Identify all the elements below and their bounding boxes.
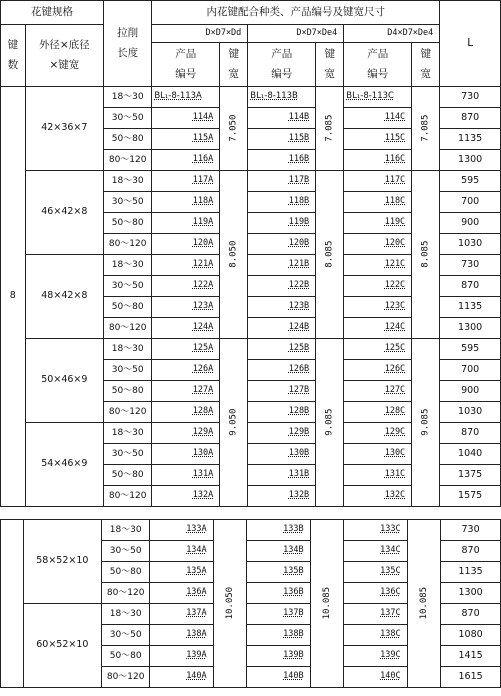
- key-width-value: 10.050: [224, 586, 235, 620]
- product-code: BL₁-8-113B: [250, 91, 298, 102]
- key-count-empty: [1, 520, 24, 688]
- key-count-value: 8: [1, 87, 26, 507]
- range-cell: 50～80: [104, 213, 152, 234]
- product-code-a: [150, 520, 213, 541]
- header-inner-fit: 内花键配合种类、产品编号及键宽尺寸: [152, 1, 440, 25]
- product-code-a: [152, 339, 220, 360]
- product-code: 131C: [384, 469, 406, 480]
- header-broach-length: 拉削 长度: [104, 1, 152, 87]
- key-width-a: [220, 87, 248, 171]
- spec-cell: 54×46×9: [25, 423, 103, 507]
- product-code-c: [344, 108, 412, 129]
- product-code: 139B: [283, 650, 304, 661]
- product-code-c: [344, 486, 412, 507]
- product-code-a: [152, 276, 220, 297]
- product-code-a: [152, 129, 220, 150]
- L-cell: 1030: [440, 402, 501, 423]
- product-code-b: [248, 129, 316, 150]
- range-cell: 30～50: [104, 276, 152, 297]
- product-code: 137C: [380, 608, 401, 619]
- L-cell: 730: [440, 255, 501, 276]
- product-code-b: [248, 213, 316, 234]
- L-cell: 1300: [440, 318, 501, 339]
- product-code-b: [247, 583, 310, 604]
- product-code: 136B: [283, 587, 304, 598]
- product-code-c: [344, 604, 407, 625]
- range-cell: 18～30: [102, 604, 150, 625]
- range-cell: 18～30: [102, 520, 150, 541]
- product-code-c: [344, 339, 412, 360]
- product-code: 130B: [288, 448, 310, 459]
- product-code-a: [152, 255, 220, 276]
- product-code: 120B: [288, 238, 310, 249]
- range-cell: 50～80: [104, 129, 152, 150]
- product-code-b: [248, 360, 316, 381]
- product-code-a: [152, 486, 220, 507]
- table-row: [1, 520, 501, 541]
- product-code-c: [344, 129, 412, 150]
- spec-cell: 42×36×7: [25, 87, 103, 171]
- product-code: 127A: [192, 385, 214, 396]
- key-width-value: 7.085: [420, 114, 431, 142]
- product-code: 121A: [192, 259, 214, 270]
- product-code: 128C: [384, 406, 406, 417]
- product-code: 114A: [192, 112, 214, 123]
- product-code-c: [344, 213, 412, 234]
- product-code-b: [248, 402, 316, 423]
- product-code: 125A: [192, 343, 214, 354]
- spec-cell: 46×42×8: [25, 171, 103, 255]
- product-code: 129A: [192, 427, 214, 438]
- product-code: 130C: [384, 448, 406, 459]
- product-code: 129B: [288, 427, 310, 438]
- L-cell: 1575: [440, 486, 501, 507]
- product-code-c: [344, 444, 412, 465]
- product-code: 114C: [384, 112, 406, 123]
- product-code: 139A: [186, 650, 207, 661]
- product-code: BL₁-8-113C: [346, 91, 394, 102]
- product-code-a: [152, 234, 220, 255]
- product-code: 126A: [192, 364, 214, 375]
- header-product-no: 产品 编号: [344, 43, 412, 87]
- product-code: 139C: [380, 650, 401, 661]
- key-width-value: 9.085: [324, 408, 335, 436]
- key-width-value: 7.050: [228, 114, 239, 142]
- key-width-value: 9.050: [228, 408, 239, 436]
- product-code: 122B: [288, 280, 310, 291]
- product-code: 122C: [384, 280, 406, 291]
- key-width-c: [407, 520, 441, 688]
- product-code: 134A: [186, 545, 207, 556]
- key-width-b: [316, 339, 344, 507]
- L-cell: 730: [441, 520, 501, 541]
- spec-cell: 58×52×10: [23, 520, 102, 604]
- L-cell: 730: [440, 87, 501, 108]
- product-code-c: [344, 646, 407, 667]
- key-width-a: [220, 171, 248, 339]
- product-code-b: [247, 541, 310, 562]
- key-width-value: 8.050: [228, 240, 239, 268]
- product-code: 117C: [384, 175, 406, 186]
- key-width-b: [310, 520, 344, 688]
- header-outer-diam: 外径×底径 ×键宽: [25, 25, 103, 87]
- product-code-c: [344, 402, 412, 423]
- L-cell: 900: [440, 381, 501, 402]
- range-cell: 80～120: [104, 150, 152, 171]
- range-cell: 30～50: [104, 360, 152, 381]
- product-code-c: [344, 192, 412, 213]
- product-code-b: [248, 465, 316, 486]
- header-key-count: 键 数: [1, 25, 26, 87]
- key-width-c: [412, 87, 440, 171]
- product-code: 128B: [288, 406, 310, 417]
- product-code: 130A: [192, 448, 214, 459]
- range-cell: 80～120: [102, 583, 150, 604]
- product-code-a: [152, 171, 220, 192]
- product-code-a: [150, 625, 213, 646]
- product-code: 124B: [288, 322, 310, 333]
- product-code-c: [344, 562, 407, 583]
- range-cell: 80～120: [104, 318, 152, 339]
- header-key-width: 键 宽: [316, 43, 344, 87]
- range-cell: 50～80: [104, 465, 152, 486]
- key-width-a: [220, 339, 248, 507]
- product-code: 125C: [384, 343, 406, 354]
- range-cell: 50～80: [104, 297, 152, 318]
- product-code: 129C: [384, 427, 406, 438]
- product-code: 138A: [186, 629, 207, 640]
- table-row: [1, 339, 501, 360]
- product-code: 135B: [283, 566, 304, 577]
- product-code: BL₁-8-113A: [154, 91, 202, 102]
- product-code: 117A: [192, 175, 214, 186]
- L-cell: 1300: [441, 583, 501, 604]
- L-cell: 870: [441, 604, 501, 625]
- product-code-a: [150, 562, 213, 583]
- header-fit-a: D×D7×Dd: [152, 25, 248, 43]
- product-code: 120A: [192, 238, 214, 249]
- product-code-a: [152, 213, 220, 234]
- product-code-c: [344, 667, 407, 688]
- product-code-b: [248, 423, 316, 444]
- product-code: 119C: [384, 217, 406, 228]
- header-key-width: 键 宽: [412, 43, 440, 87]
- product-code-a: [152, 192, 220, 213]
- product-code: 140A: [186, 671, 207, 682]
- product-code-c: [344, 541, 407, 562]
- spec-cell: 48×42×8: [25, 255, 103, 339]
- L-cell: 870: [440, 423, 501, 444]
- product-code: 138B: [283, 629, 304, 640]
- L-cell: 1030: [440, 234, 501, 255]
- product-code-c: [344, 381, 412, 402]
- product-code-c: [344, 234, 412, 255]
- product-code-b: [248, 108, 316, 129]
- product-code-a: [150, 541, 213, 562]
- product-code: 118C: [384, 196, 406, 207]
- product-code-c: [344, 276, 412, 297]
- spec-cell: 60×52×10: [23, 604, 102, 688]
- product-code: 115A: [192, 133, 214, 144]
- product-code: 116C: [384, 154, 406, 165]
- product-code-b: [248, 444, 316, 465]
- key-width-value: 10.085: [418, 586, 429, 620]
- L-cell: 1135: [440, 129, 501, 150]
- L-cell: 1415: [441, 646, 501, 667]
- range-cell: 50～80: [104, 381, 152, 402]
- key-width-b: [316, 171, 344, 339]
- product-code: 132C: [384, 490, 406, 501]
- product-code-c: [344, 625, 407, 646]
- range-cell: 80～120: [104, 234, 152, 255]
- L-cell: 1040: [440, 444, 501, 465]
- product-code-a: [152, 360, 220, 381]
- L-cell: 595: [440, 339, 501, 360]
- product-code-b: [248, 87, 316, 108]
- header-product-no: 产品 编号: [248, 43, 316, 87]
- product-code-a: [150, 604, 213, 625]
- product-code: 128A: [192, 406, 214, 417]
- range-cell: 80～120: [104, 486, 152, 507]
- L-cell: 1300: [440, 150, 501, 171]
- product-code-b: [248, 171, 316, 192]
- L-cell: 1080: [441, 625, 501, 646]
- product-code: 135C: [380, 566, 401, 577]
- product-code-a: [152, 381, 220, 402]
- product-code: 120C: [384, 238, 406, 249]
- product-code: 131A: [192, 469, 214, 480]
- header-L: L: [440, 1, 501, 87]
- range-cell: 50～80: [102, 562, 150, 583]
- product-code-a: [150, 646, 213, 667]
- product-code-a: [152, 150, 220, 171]
- header-spline-spec: 花键规格: [1, 1, 104, 25]
- product-code-a: [152, 318, 220, 339]
- L-cell: 1615: [441, 667, 501, 688]
- L-cell: 1135: [441, 562, 501, 583]
- key-width-b: [316, 87, 344, 171]
- product-code: 119B: [288, 217, 310, 228]
- product-code-b: [247, 520, 310, 541]
- product-code: 137A: [186, 608, 207, 619]
- product-code-b: [248, 150, 316, 171]
- product-code: 116B: [288, 154, 310, 165]
- product-code: 133B: [283, 524, 304, 535]
- range-cell: 18～30: [104, 423, 152, 444]
- product-code: 123A: [192, 301, 214, 312]
- range-cell: 30～50: [104, 444, 152, 465]
- product-code-c: [344, 465, 412, 486]
- range-cell: 80～120: [102, 667, 150, 688]
- key-width-c: [412, 339, 440, 507]
- product-code-c: [344, 171, 412, 192]
- product-code: 118A: [192, 196, 214, 207]
- product-code: 136C: [380, 587, 401, 598]
- product-code: 138C: [380, 629, 401, 640]
- range-cell: 18～30: [104, 339, 152, 360]
- key-width-value: 8.085: [420, 240, 431, 268]
- product-code-c: [344, 360, 412, 381]
- range-cell: 50～80: [102, 646, 150, 667]
- product-code: 115B: [288, 133, 310, 144]
- product-code-a: [152, 108, 220, 129]
- product-code: 117B: [288, 175, 310, 186]
- table-row: [1, 171, 501, 192]
- product-code: 140C: [380, 671, 401, 682]
- product-code: 136A: [186, 587, 207, 598]
- product-code-b: [248, 297, 316, 318]
- product-code-b: [247, 604, 310, 625]
- product-code: 119A: [192, 217, 214, 228]
- key-width-value: 8.085: [324, 240, 335, 268]
- product-code-a: [152, 297, 220, 318]
- range-cell: 30～50: [104, 192, 152, 213]
- L-cell: 870: [440, 276, 501, 297]
- product-code-a: [152, 402, 220, 423]
- table-row: [1, 87, 501, 108]
- product-code-a: [152, 444, 220, 465]
- header-fit-c: D4×D7×De4: [344, 25, 440, 43]
- product-code-b: [247, 646, 310, 667]
- product-code: 121B: [288, 259, 310, 270]
- product-code: 118B: [288, 196, 310, 207]
- key-width-a: [213, 520, 247, 688]
- product-code: 122A: [192, 280, 214, 291]
- product-code-b: [247, 667, 310, 688]
- product-code: 123B: [288, 301, 310, 312]
- product-code: 127B: [288, 385, 310, 396]
- range-cell: 30～50: [102, 541, 150, 562]
- product-code: 134C: [380, 545, 401, 556]
- product-code-a: [150, 583, 213, 604]
- L-cell: 870: [441, 541, 501, 562]
- spec-cell: 50×46×9: [25, 339, 103, 423]
- product-code-a: [152, 423, 220, 444]
- product-code-a: [150, 667, 213, 688]
- product-code-c: [344, 297, 412, 318]
- product-code-b: [248, 486, 316, 507]
- product-code: 133C: [380, 524, 401, 535]
- product-code: 125B: [288, 343, 310, 354]
- product-code-c: [344, 318, 412, 339]
- header-key-width: 键 宽: [220, 43, 248, 87]
- product-code-c: [344, 255, 412, 276]
- product-code: 132B: [288, 490, 310, 501]
- product-code: 114B: [288, 112, 310, 123]
- range-cell: 18～30: [104, 87, 152, 108]
- product-code: 134B: [283, 545, 304, 556]
- product-code: 126C: [384, 364, 406, 375]
- product-code-b: [247, 562, 310, 583]
- header-product-no: 产品 编号: [152, 43, 220, 87]
- product-code-b: [248, 381, 316, 402]
- product-code-c: [344, 520, 407, 541]
- key-width-c: [412, 171, 440, 339]
- product-code-b: [248, 192, 316, 213]
- product-code: 123C: [384, 301, 406, 312]
- product-code: 121C: [384, 259, 406, 270]
- range-cell: 80～120: [104, 402, 152, 423]
- range-cell: 30～50: [102, 625, 150, 646]
- product-code: 140B: [283, 671, 304, 682]
- L-cell: 595: [440, 171, 501, 192]
- L-cell: 900: [440, 213, 501, 234]
- product-code: 124C: [384, 322, 406, 333]
- key-width-value: 7.085: [324, 114, 335, 142]
- product-code-b: [248, 318, 316, 339]
- table-break: [0, 511, 501, 519]
- product-code: 115C: [384, 133, 406, 144]
- product-code: 127C: [384, 385, 406, 396]
- L-cell: 1135: [440, 297, 501, 318]
- product-code-b: [248, 234, 316, 255]
- L-cell: 700: [440, 192, 501, 213]
- L-cell: 870: [440, 108, 501, 129]
- product-code: 126B: [288, 364, 310, 375]
- product-code: 116A: [192, 154, 214, 165]
- product-code: 131B: [288, 469, 310, 480]
- key-width-value: 10.085: [321, 586, 332, 620]
- product-code: 137B: [283, 608, 304, 619]
- product-code-c: [344, 583, 407, 604]
- product-code-b: [248, 255, 316, 276]
- product-code: 132A: [192, 490, 214, 501]
- product-code-c: [344, 150, 412, 171]
- range-cell: 18～30: [104, 255, 152, 276]
- product-code: 133A: [186, 524, 207, 535]
- product-code-b: [248, 276, 316, 297]
- product-code: 135A: [186, 566, 207, 577]
- product-code-c: [344, 423, 412, 444]
- key-width-value: 9.085: [420, 408, 431, 436]
- range-cell: 30～50: [104, 108, 152, 129]
- L-cell: 700: [440, 360, 501, 381]
- product-code: 124A: [192, 322, 214, 333]
- product-code-b: [247, 625, 310, 646]
- product-code-a: [152, 87, 220, 108]
- product-code-b: [248, 339, 316, 360]
- product-code-c: [344, 87, 412, 108]
- header-fit-b: D×D7×De4: [248, 25, 344, 43]
- product-code-a: [152, 465, 220, 486]
- spline-table-bottom: [0, 519, 501, 688]
- L-cell: 1375: [440, 465, 501, 486]
- range-cell: 18～30: [104, 171, 152, 192]
